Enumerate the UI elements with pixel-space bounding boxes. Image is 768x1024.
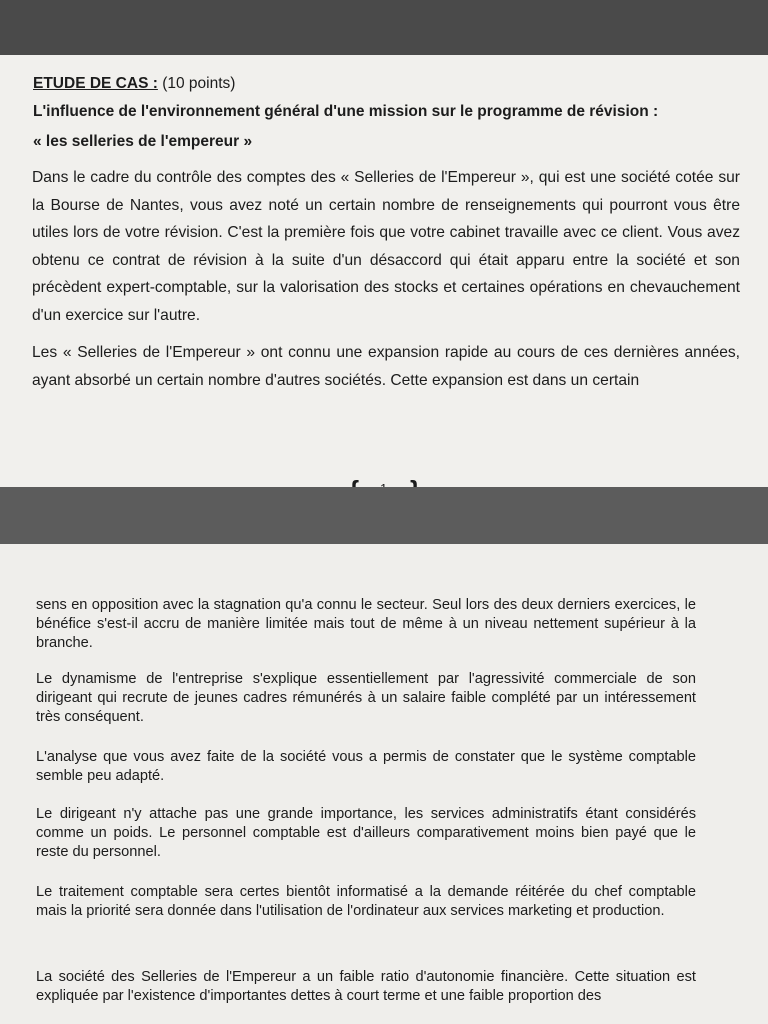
paragraph: Les « Selleries de l'Empereur » ont connu une expansion rapide au cours de ces dernières années, ayant absorbé un certain nombre d'autres sociétés. Cette expansion est dans un certain [32, 344, 740, 389]
paragraph: sens en opposition avec la stagnation qu'a connu le secteur. Seul lors des deux derniers exercices, le bénéfice s'est-il accru de manière limitée mais tout de même à un niveau nettement supérieur à la branche. [36, 597, 696, 651]
paragraph: Le dirigeant n'y attache pas une grande importance, les services administratifs étant considérés comme un poids. Le personnel comptable est d'ailleurs comparativement moins bien payé que le reste du personnel. [36, 806, 696, 860]
case-study-points: (10 points) [162, 75, 236, 92]
document-page-2 [0, 544, 768, 1024]
paragraph: Le dynamisme de l'entreprise s'explique essentiellement par l'agressivité commerciale de son dirigeant qui recrute de jeunes cadres rémunérés à un salaire faible complété par un intéressement très conséquent. [36, 671, 696, 725]
paragraph: L'analyse que vous avez faite de la société vous a permis de constater que le système comptable semble peu adapté. [36, 749, 696, 784]
case-study-label: ETUDE DE CAS : [33, 75, 158, 92]
case-subtitle-line1: L'influence de l'environnement général d'une mission sur le programme de révision : [33, 103, 659, 120]
case-study-heading [33, 75, 235, 93]
paragraph: Dans le cadre du contrôle des comptes des « Selleries de l'Empereur », qui est une société cotée sur la Bourse de Nantes, vous avez noté un certain nombre de renseignements qui pourront vous être utiles lors de votre révision. C'est la première fois que votre cabinet travaille avec ce client. Vous avez obtenu ce contrat de révision à la suite d'un désaccord qui était apparu entre la société et son précèdent expert-comptable, sur la valorisation des stocks et certaines opérations en chevauchement d'un exercice sur l'autre. [32, 169, 740, 324]
document-page-1 [0, 55, 768, 487]
paragraph: La société des Selleries de l'Empereur a un faible ratio d'autonomie financière. Cette situation est expliquée par l'existence d'importantes dettes à court terme et une faible proportion des [36, 969, 696, 1004]
scan-page-gap [0, 487, 768, 544]
scan-background-top [0, 0, 768, 55]
case-subtitle-line2: « les selleries de l'empereur » [33, 133, 253, 150]
paragraph: Le traitement comptable sera certes bientôt informatisé a la demande réitérée du chef comptable mais la priorité sera donnée dans l'utilisation de l'ordinateur aux services marketing et production. [36, 884, 696, 919]
